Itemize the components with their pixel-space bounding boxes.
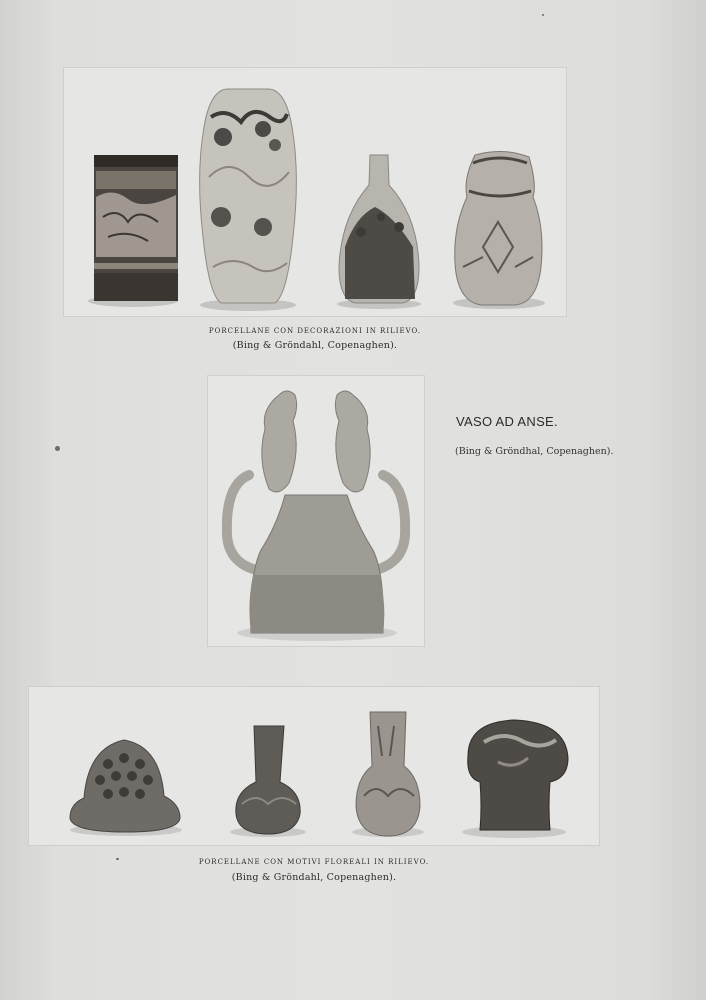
carved-vase-image bbox=[453, 151, 545, 309]
middle-plate-source: (Bing & Gröndhal, Copenaghen). bbox=[455, 446, 614, 457]
small-bulb-vase-image bbox=[230, 726, 306, 837]
bottle-vase-image bbox=[337, 155, 421, 309]
plate-top-caption: PORCELLANE CON DECORAZIONI IN RILIEVO. bbox=[208, 327, 422, 335]
plate-top-photo bbox=[63, 67, 567, 317]
plate-bottom-photo bbox=[28, 686, 600, 846]
cylinder-vase-image bbox=[88, 155, 178, 307]
scan-speck bbox=[542, 14, 544, 16]
plate-bottom-source: (Bing & Gröndahl, Copenaghen). bbox=[231, 872, 397, 883]
dome-vessel-image bbox=[70, 740, 182, 836]
middle-plate-title: VASO AD ANSE. bbox=[456, 414, 558, 429]
plate-bottom-caption: PORCELLANE CON MOTIVI FLOREALI IN RILIEVO. bbox=[198, 858, 430, 866]
scan-speck bbox=[55, 446, 60, 451]
scan-speck bbox=[116, 858, 119, 860]
floral-bottle-image bbox=[352, 712, 424, 837]
handled-vase-image bbox=[227, 391, 405, 641]
plate-middle-photo bbox=[207, 375, 425, 647]
tall-vase-image bbox=[200, 89, 297, 311]
plate-top-source: (Bing & Gröndahl, Copenaghen). bbox=[232, 340, 398, 351]
mushroom-vessel-image bbox=[462, 720, 568, 838]
